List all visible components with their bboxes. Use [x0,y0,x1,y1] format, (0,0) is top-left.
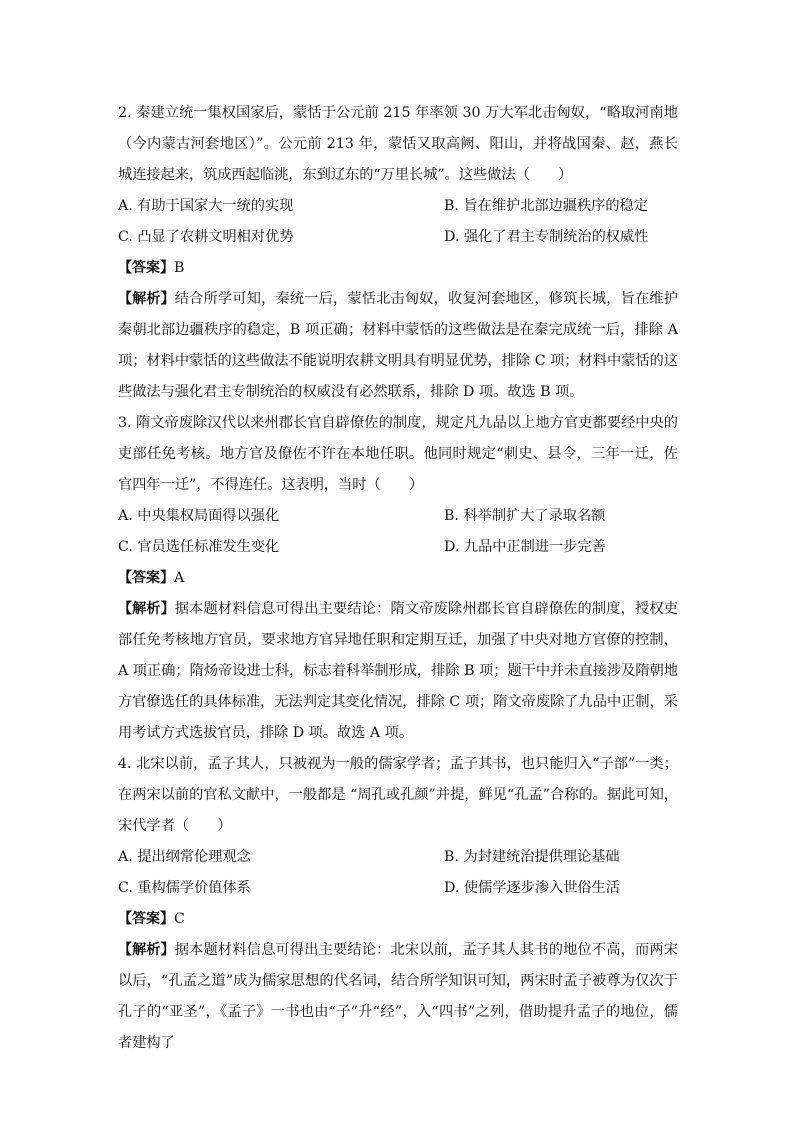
option-c: C. 凸显了农耕文明相对优势 [118,229,294,245]
option-c: C. 官员选任标准发生变化 [118,539,280,555]
question-3 [118,408,678,749]
question-stem: 4. 北宋以前，孟子其人，只被视为一般的儒家学者；孟子其书，也只能归入“子部”一类；在两宋以前的官私文献中，一般都是 “周孔或孔颜”并提，鲜见“孔孟”合称的。据此可知，宋代学者（ ） [118,756,678,834]
answer-value: C [174,911,185,927]
option-a: A. 有助于国家大一统的实现 [118,198,294,214]
answer-tag: 【答案】 [118,570,174,586]
analysis-paragraph [118,284,678,408]
answer-value: B [174,260,185,276]
option-c: C. 重构儒学价值体系 [118,880,251,896]
answer-line [118,253,678,284]
analysis-paragraph [118,594,678,749]
option-b: B. 旨在维护北部边疆秩序的稳定 [444,198,648,214]
question-4 [118,749,678,1059]
answer-tag: 【答案】 [118,260,174,276]
option-a: A. 提出纲常伦理观念 [118,849,251,865]
option-d: D. 使儒学逐步渗入世俗生活 [444,880,620,896]
option-a: A. 中央集权局面得以强化 [118,508,280,524]
answer-tag: 【答案】 [118,911,174,927]
question-stem: 3. 隋文帝废除汉代以来州郡长官自辟僚佐的制度，规定凡九品以上地方官吏都要经中央的吏部任免考核。地方官及僚佐不许在本地任职。他同时规定“刺史、县令，三年一迁，佐官四年一迁”，不得连任。这表明，当时（ ） [118,415,678,493]
analysis-tag: 【解析】 [118,601,175,617]
options-grid [118,191,678,253]
analysis-tag: 【解析】 [118,291,175,307]
answer-value: A [174,570,185,586]
answer-line [118,904,678,935]
analysis-paragraph [118,935,678,1059]
analysis-text: 结合所学可知，秦统一后，蒙恬北击匈奴，收复河套地区，修筑长城，旨在维护秦朝北部边疆秩序的稳定，B 项正确；材料中蒙恬的这些做法是在秦完成统一后，排除 A 项；材料中蒙恬的这些做法不能说明农耕文明具有明显优势，排除 C 项；材料中蒙恬的这些做法与强化君主专制统治的权威没有必然联系，排除 D 项。故选 B 项。 [118,291,678,400]
option-d: D. 九品中正制进一步完善 [444,539,606,555]
analysis-text: 据本题材料信息可得出主要结论：隋文帝废除州郡长官自辟僚佐的制度，授权吏部任免考核地方官员，要求地方官异地任职和定期互迁，加强了中央对地方官僚的控制，A 项正确；隋炀帝设进士科，标志着科举制形成，排除 B 项；题干中并未直接涉及隋朝地方官僚选任的具体标准，无法判定其变化情况，排除 C 项；隋文帝废除了九品中正制，采用考试方式选拔官员，排除 D 项。故选 A 项。 [118,601,678,741]
options-grid [118,842,678,904]
question-2 [118,98,678,408]
question-stem: 2. 秦建立统一集权国家后，蒙恬于公元前 215 年率领 30 万大军北击匈奴，“略取河南地（今内蒙古河套地区）”。公元前 213 年，蒙恬又取高阙、阳山，并将战国秦、赵，燕长城连接起来，筑成西起临洮，东到辽东的“万里长城”。这些做法（ ） [118,105,678,183]
option-d: D. 强化了君主专制统治的权威性 [444,229,649,245]
analysis-text: 据本题材料信息可得出主要结论：北宋以前，孟子其人其书的地位不高，而两宋以后，“孔孟之道”成为儒家思想的代名词，结合所学知识可知，两宋时孟子被尊为仅次于孔子的“亚圣”，《孟子》一书也由“子”升“经”，入“四书”之列，借助提升孟子的地位，儒者建构了 [118,942,678,1051]
document-page [118,98,678,1059]
option-b: B. 科举制扩大了录取名额 [444,508,606,524]
analysis-tag: 【解析】 [118,942,175,958]
answer-line [118,563,678,594]
options-grid [118,501,678,563]
option-b: B. 为封建统治提供理论基础 [444,849,620,865]
